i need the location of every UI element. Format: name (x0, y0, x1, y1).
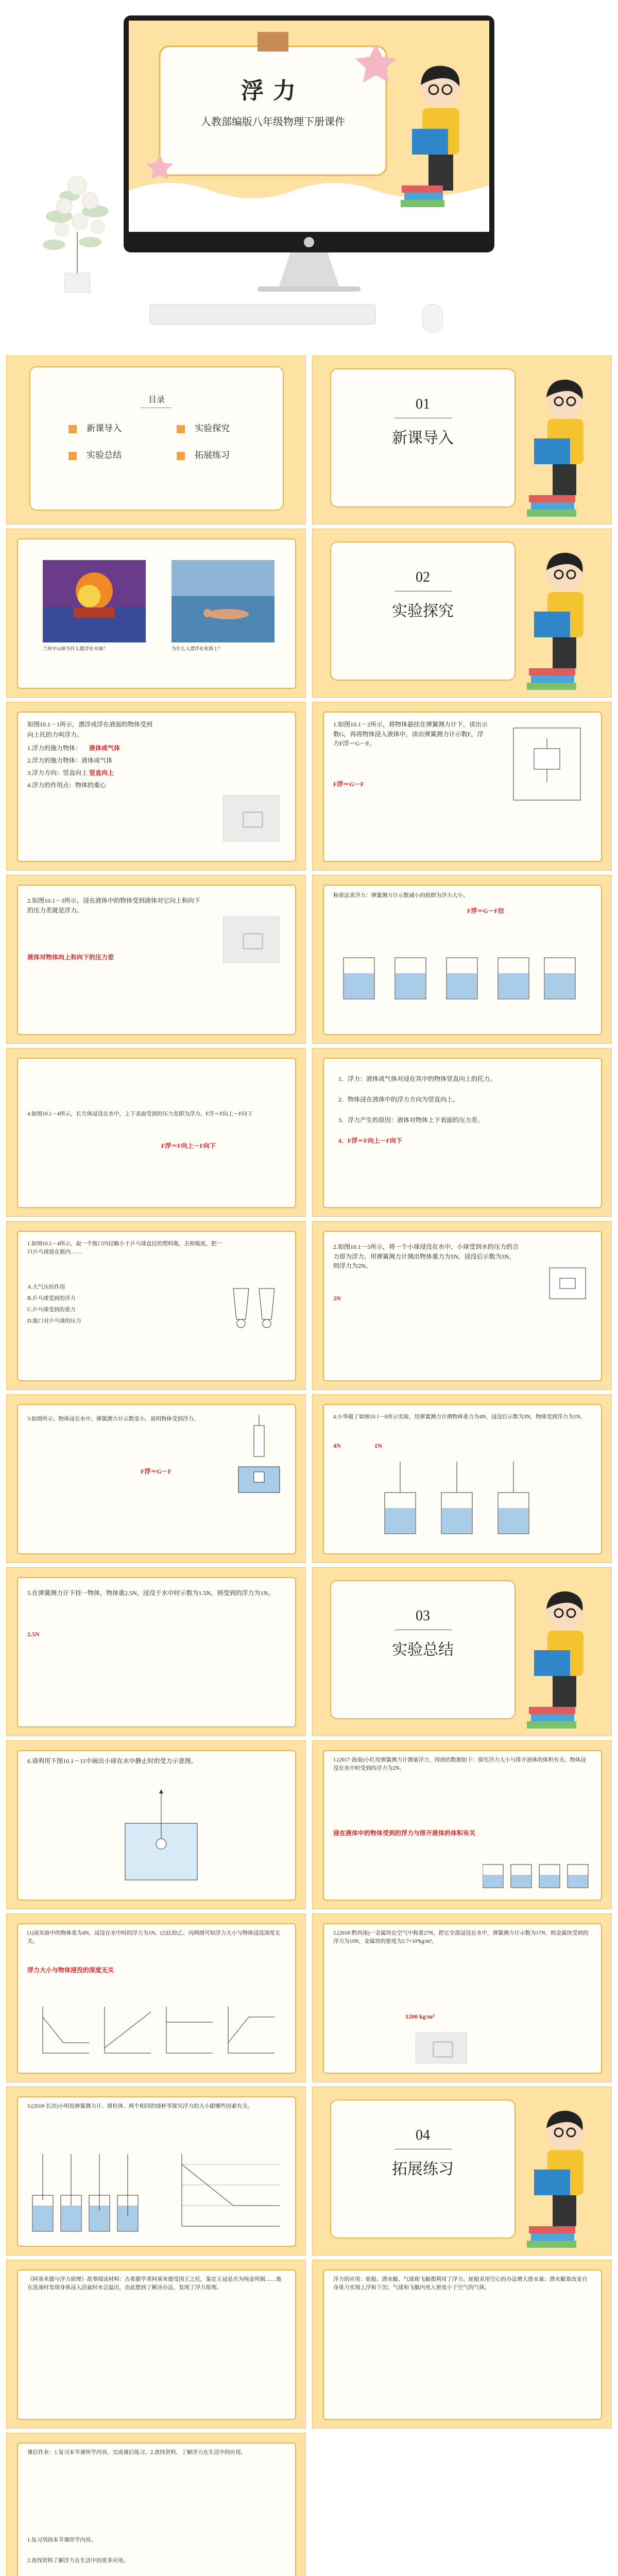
monitor (124, 15, 494, 252)
bottle-diagram (228, 1283, 285, 1345)
toc-item[interactable]: 拓展练习 (177, 449, 230, 462)
boy-with-book-icon (519, 371, 606, 521)
exp7-text: 1.如图10.1－4所示，取一个瓶口内径略小于乒乓球直径的塑料瓶，去掉瓶底，把一只乒乓球放在瓶内…… (27, 1241, 222, 1255)
answer: 浮力大小与物体浸没的深度无关 (27, 1967, 114, 1974)
exp1-line: 2.浮力的施力物体：液体或气体 (27, 757, 113, 764)
line-graph (171, 2149, 285, 2236)
dead-sea-photo (171, 560, 274, 642)
content-slide (6, 1740, 306, 1909)
graphs (38, 2002, 274, 2058)
boy-with-book-icon (397, 57, 484, 211)
reading-text: 课后作业：1.复习本节课所学内容，完成课后练习。2.查找资料，了解浮力在生活中的应用。 (27, 2450, 247, 2455)
summary-item: 1．浮力：液体或气体对浸在其中的物体竖直向上的托力。 (338, 1075, 496, 1082)
content-slide (312, 1394, 612, 1563)
intro-slide (6, 529, 306, 698)
sum3-text: (1)该实验中的物体重为4N，浸没在水中时的浮力为1N。(2)比较乙、丙两图可知浮力大小与物体浸没深度无关。 (27, 1930, 281, 1944)
section-number: 04 (416, 2127, 430, 2143)
experiment-diagram (374, 1462, 539, 1539)
exp1-line: 3.浮力方向：竖直向上 (27, 769, 88, 776)
toc-heading: 目录 (148, 396, 165, 404)
exp4-text: 称重法求浮力：弹簧测力计示数减小的值即为浮力大小。 (333, 893, 469, 899)
photo-caption: 为什么人漂浮在死海上？ (171, 646, 223, 651)
spring-scale-diagram (233, 1415, 285, 1498)
keyboard (149, 304, 376, 325)
option: D.瓶口对乒乓球的压力 (27, 1318, 81, 1324)
summary-item: 3．浮力产生的原因：液体对物体上下表面的压力差。 (338, 1116, 484, 1124)
answer: 液体或气体 (89, 744, 121, 752)
section-title: 实验总结 (392, 1641, 454, 1658)
section-slide-02 (312, 529, 612, 698)
exp1-line: 向上托的力叫浮力。 (27, 731, 83, 738)
content-slide (312, 1048, 612, 1217)
option: C.乒乓球受到的重力 (27, 1307, 76, 1313)
content-slide (6, 1567, 306, 1736)
reading-text: 《阿基米德与浮力原理》故事阅读材料：古希腊学者阿基米德受国王之托，鉴定王冠是否为纯金所制……他在洗澡时发现身体浸入浴盆时水会溢出，由此想到了解决办法，发现了浮力原理。 (27, 2277, 282, 2291)
diagram (508, 723, 586, 805)
formula: F浮＝F向上－F向下 (161, 1142, 216, 1149)
image-placeholder-icon (223, 917, 280, 963)
boy-with-book-icon (519, 545, 606, 694)
boy-with-book-icon (519, 2103, 606, 2252)
answer: 2.5N (27, 1631, 40, 1638)
homework-slide (6, 2433, 306, 2576)
content-slide (312, 1913, 612, 2082)
monitor-stand (278, 252, 340, 289)
exp8-text: 2.如图10.1－5所示，将一个小球浸没在水中，小球受到水的压力的合力即为浮力。用弹簧测力计测出物体重力为5N，浸没后示数为3N，则浮力为2N。 (333, 1243, 519, 1270)
content-slide (6, 1394, 306, 1563)
mouse (422, 304, 443, 333)
homework-item: 2.查找资料了解浮力在生活中的更多应用。 (27, 2558, 129, 2564)
sum1-text: 6.请利用下图10.1－11中画出小球在水中静止时的受力示意图。 (27, 1757, 197, 1765)
answer: 液体对物体向上和向下的压力差 (27, 954, 114, 961)
section-title: 新课导入 (392, 430, 454, 447)
experiment-diagram (338, 927, 586, 1014)
answer: 2N (333, 1295, 341, 1302)
exp1-line: 1.浮力的施力物体： (27, 744, 82, 752)
experiment-diagram (27, 2149, 151, 2236)
option: A.大气压的作用 (27, 1284, 65, 1290)
formula: F浮＝G－F (333, 781, 364, 788)
sum4-text: 2.(2018·黔西南)一金属块在空气中称重27N，把它全部浸没在水中，弹簧测力计示数为17N，则金属块受到的浮力为10N，金属块的密度为2.7×10³kg/m³。 (333, 1930, 589, 1944)
toc-item[interactable]: 实验总结 (68, 449, 122, 462)
cover-subtitle: 人教部编版八年级物理下册课件 (201, 116, 345, 128)
summary-item: 2．物体浸在液体中的浮力方向为竖直向上。 (338, 1096, 459, 1103)
sum2-text: 1.(2017·海南)小红用弹簧测力计测量浮力，得到的数据如下：探究浮力大小与排开液体的体积有关。物体浸没在水中时受到的浮力为2N。 (333, 1757, 586, 1771)
content-slide (312, 702, 612, 871)
boy-with-book-icon (519, 1583, 606, 1733)
prac1-text: 3.(2018·长沙)小明用弹簧测力计、圆柱体、两个相同的烧杯等探究浮力的大小跟哪些因素有关。 (27, 2104, 253, 2109)
reading-slide (6, 2260, 306, 2429)
block-diagram (544, 1263, 591, 1304)
content-slide (6, 2087, 306, 2256)
experiment-diagram (483, 1849, 591, 1890)
exp11-text: 5.在弹簧测力计下挂一物体，物体重2.5N，浸没于水中时示数为1.5N，则受到的浮力为1N。 (27, 1589, 274, 1597)
section-title: 拓展练习 (392, 2161, 454, 2178)
toc-item[interactable]: 新课导入 (68, 422, 122, 435)
image-placeholder-icon (416, 2032, 467, 2063)
answer: 浸在液体中的物体受到的浮力与排开液体的体积有关 (333, 1829, 476, 1837)
content-slide (6, 1913, 306, 2082)
content-slide (312, 1221, 612, 1390)
bridge-photo (43, 560, 146, 642)
content-slide (312, 1740, 612, 1909)
reading-text: 浮力的应用：轮船、潜水艇、气球和飞艇都利用了浮力。轮船采用空心的办法增大排水量；潜水艇靠改变自身重力实现上浮和下沉；气球和飞艇内充入密度小于空气的气体。 (333, 2277, 588, 2291)
image-placeholder-icon (223, 795, 280, 841)
exp10-text: 4.小华做了如图10.1－6所示实验，用弹簧测力计测物体重力为4N，浸没后示数为3N，物体受到浮力为1N。 (333, 1414, 586, 1420)
section-number: 03 (416, 1608, 430, 1624)
answer: 1N (374, 1442, 382, 1449)
section-number: 02 (416, 569, 430, 585)
answer: 1200 kg/m³ (405, 2013, 435, 2020)
section-title: 实验探究 (392, 603, 454, 620)
formula: F浮＝G－F (141, 1468, 171, 1475)
exp5-text: 4.如图10.1－4所示，长方体浸没在水中，上下表面受到的压力差即为浮力。F浮＝F向上－F向下 (27, 1111, 253, 1117)
summary-item: 4．F浮＝F向上－F向下 (338, 1137, 402, 1144)
exp2-text: 1.如图10.1－2所示，将物体悬挂在弹簧测力计下，读出示数G，再将物体浸入液体中，读出弹簧测力计示数F，浮力F浮＝G－F。 (333, 721, 488, 748)
content-slide (6, 1048, 306, 1217)
answer: 竖直向上 (89, 769, 114, 776)
formula: F浮＝G－F拉 (467, 907, 504, 914)
section-number: 01 (416, 396, 430, 412)
exp1-line: 如图10.1－1所示，漂浮或浮在液面的物体受到 (27, 721, 153, 728)
option: B.乒乓球受到的浮力 (27, 1296, 76, 1301)
toc-slide (6, 355, 306, 524)
section-slide-03 (312, 1567, 612, 1736)
plant-icon (28, 155, 126, 294)
exp3-text: 2.如图10.1－3所示，浸在液体中的物体受到液体对它向上和向下的压力差就是浮力。 (27, 897, 201, 914)
photo-caption: 兰州中山桥为什么能浮在水面？ (43, 646, 108, 651)
reading-slide (312, 2260, 612, 2429)
exp1-line: 4.浮力的作用点：物体的重心 (27, 782, 107, 789)
content-slide (6, 875, 306, 1044)
content-slide (6, 702, 306, 871)
content-slide (6, 1221, 306, 1390)
exp9-text: 3.如图所示，物体浸在水中，弹簧测力计示数变小，说明物体受到浮力。 (27, 1416, 199, 1422)
homework-item: 1.复习巩固本节课所学内容。 (27, 2537, 96, 2543)
section-slide-04 (312, 2087, 612, 2256)
answer: 4N (333, 1442, 341, 1449)
section-slide-01 (312, 355, 612, 524)
toc-item[interactable]: 实验探究 (177, 422, 230, 435)
content-slide (312, 875, 612, 1044)
cover-title: 浮力 (241, 78, 305, 104)
force-diagram (120, 1782, 202, 1885)
cover-mockup (0, 0, 618, 350)
